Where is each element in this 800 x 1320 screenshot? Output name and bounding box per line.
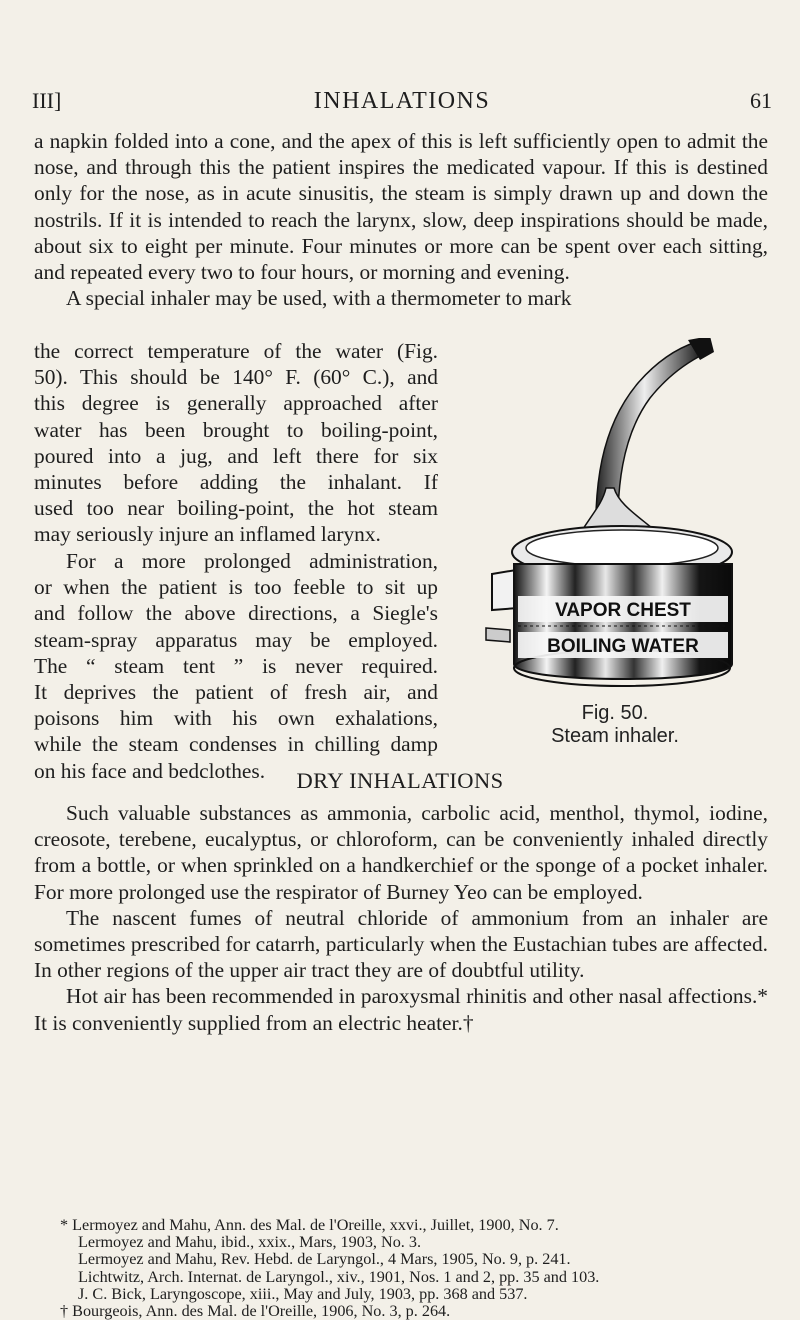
figure-caption: Steam inhaler. xyxy=(551,725,679,747)
text-line: used too near boiling-point, the hot steam xyxy=(34,496,438,521)
body-text-top xyxy=(34,128,768,311)
section-heading: DRY INHALATIONS xyxy=(296,768,504,793)
jar-label-boiling-water: BOILING WATER xyxy=(547,636,699,657)
running-title: INHALATIONS xyxy=(313,88,491,114)
text-line: on his face and bedclothes. xyxy=(34,758,266,783)
chapter-number: III] xyxy=(32,88,62,113)
text-line: and follow the above directions, a Siegle's xyxy=(34,601,438,626)
text-line: minutes before adding the inhalant. If xyxy=(34,470,438,494)
paragraph-napkin: a napkin folded into a cone, and the apex of this is left sufficiently open to admit the nose, and through this the patient inspires the medicated vapour. If this is destined only for the nose, as in acute sinusitis, the steam is simply drawn up and down the nostrils. If it is intended to reach the larynx, slow, deep inspirations should be made, about six to eight per minute. Four minutes or more can be spent over each sitting, and repeated every two to four hours, or morning and evening. xyxy=(34,129,768,285)
body-text-dry xyxy=(34,800,768,1036)
jar-label-vapor-chest: VAPOR CHEST xyxy=(555,600,691,621)
text-line: The “ steam tent ” is never required. xyxy=(34,653,438,678)
footnote: Lermoyez and Mahu, Rev. Hebd. de Laryngol., 4 Mars, 1905, No. 9, p. 241. xyxy=(78,1250,571,1269)
text-line: poured into a jug, and left there for six xyxy=(34,443,438,468)
footnote: † Bourgeois, Ann. des Mal. de l'Oreille, 1906, No. 3, p. 264. xyxy=(60,1302,451,1320)
footnotes xyxy=(60,1217,776,1320)
figure-label: Fig. 50. xyxy=(581,702,649,724)
steam-inhaler-illustration xyxy=(478,338,774,698)
running-header xyxy=(32,88,772,116)
text-line: water has been brought to boiling-point, xyxy=(34,417,438,442)
footnote: Lichtwitz, Arch. Internat. de Laryngol., xiv., 1901, Nos. 1 and 2, pp. 35 and 103. xyxy=(78,1267,600,1286)
footnote: J. C. Bick, Laryngoscope, xiii., May and July, 1903, pp. 368 and 537. xyxy=(78,1284,528,1303)
footnote: Lermoyez and Mahu, ibid., xxix., Mars, 1903, No. 3. xyxy=(78,1233,422,1252)
text-line: For a more prolonged administration, xyxy=(66,549,438,573)
paragraph-inhaler-first-line: A special inhaler may be used, with a thermometer to mark xyxy=(66,286,572,311)
text-line: poisons him with his own exhalations, xyxy=(34,706,438,731)
text-line: steam-spray apparatus may be employed. xyxy=(34,627,438,652)
text-line: 50). This should be 140° F. (60° C.), and xyxy=(34,365,438,390)
page-number: 61 xyxy=(750,88,772,113)
text-line: this degree is generally approached after xyxy=(34,391,438,416)
paragraph-dry-2: The nascent fumes of neutral chloride of ammonium from an inhaler are sometimes prescribed for catarrh, particularly when the Eustachian tubes are affected. In other regions of the upper air tract they are of doubtful utility. xyxy=(34,905,768,983)
text-line: It deprives the patient of fresh air, and xyxy=(34,680,438,704)
paragraph-dry-3: Hot air has been recommended in paroxysmal rhinitis and other nasal affections.* It is conveniently supplied from an electric heater.† xyxy=(34,984,768,1035)
figure-steam-inhaler xyxy=(478,338,774,698)
text-line: or when the patient is too feeble to sit up xyxy=(34,575,438,600)
text-line: while the steam condenses in chilling damp xyxy=(34,732,438,757)
footnote: * Lermoyez and Mahu, Ann. des Mal. de l'Oreille, xxvi., Juillet, 1900, No. 7. xyxy=(60,1216,559,1234)
text-line: the correct temperature of the water (Fig. xyxy=(34,339,438,363)
text-line: may seriously injure an inflamed larynx. xyxy=(34,522,381,547)
paragraph-dry-1: Such valuable substances as ammonia, carbolic acid, menthol, thymol, iodine, creosote, terebene, eucalyptus, or chloroform, can be conveniently inhaled directly from a bottle, or when sprinkled on a handkerchief or the sponge of a pocket inhaler. For more prolonged use the respirator of Burney Yeo can be employed. xyxy=(34,801,768,904)
